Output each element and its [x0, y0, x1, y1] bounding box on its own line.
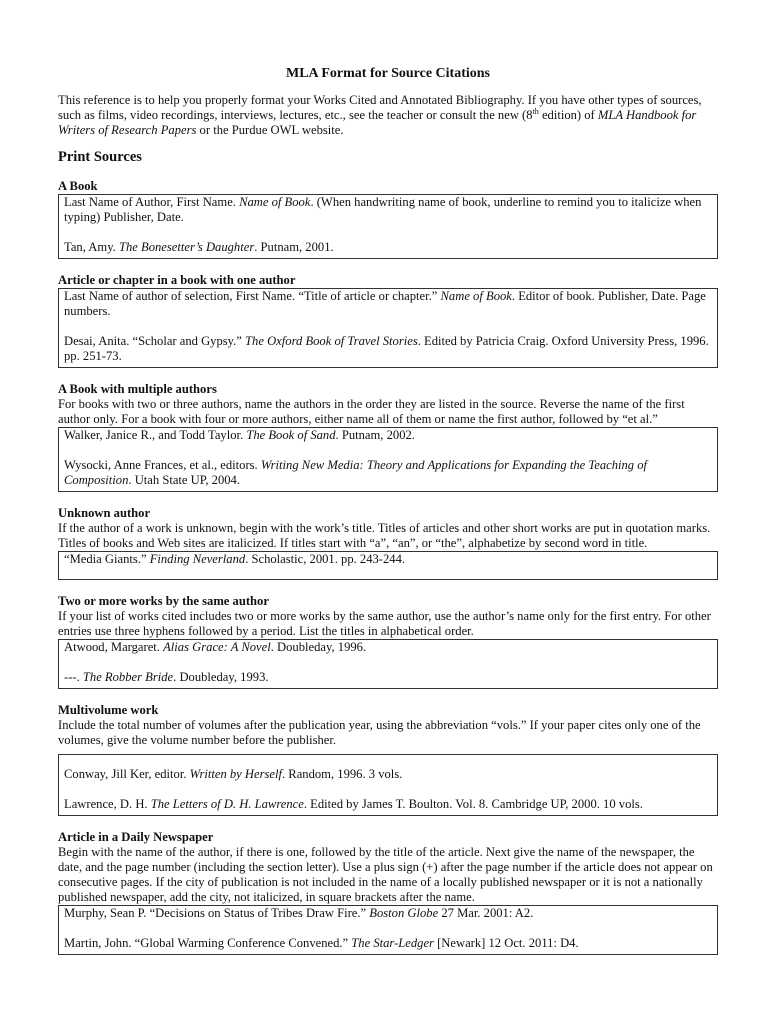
section-book [58, 179, 718, 259]
example-citation: Desai, Anita. “Scholar and Gypsy.” The Oxford Book of Travel Stories. Edited by Patricia Craig. Oxford University Press, 1996. pp. 251-73. [64, 334, 709, 363]
section-multivolume [58, 703, 718, 816]
section-unknown-author [58, 506, 718, 580]
example-box [58, 194, 718, 259]
section-heading: A Book [58, 179, 98, 193]
section-description: Include the total number of volumes after the publication year, using the abbreviation “vols.” If your paper cites only one of the volumes, give the volume number before the publisher. [58, 718, 701, 747]
example-citation: Lawrence, D. H. The Letters of D. H. Lawrence. Edited by James T. Boulton. Vol. 8. Cambridge UP, 2000. 10 vols. [64, 797, 643, 811]
example-citation: “Media Giants.” Finding Neverland. Scholastic, 2001. pp. 243-244. [64, 552, 406, 566]
section-heading: A Book with multiple authors [58, 382, 217, 396]
section-heading: Article or chapter in a book with one author [58, 273, 296, 287]
section-description: For books with two or three authors, name the authors in the order they are listed in the source. Reverse the name of the first author only. For a book with four or more authors, either name all of them or name the first author, followed by “et al.” [58, 397, 685, 426]
example-box [58, 427, 718, 492]
example-citation: Atwood, Margaret. Alias Grace: A Novel. Doubleday, 1996. [64, 640, 367, 654]
example-citation: Walker, Janice R., and Todd Taylor. The Book of Sand. Putnam, 2002. [64, 428, 415, 442]
example-box [58, 905, 718, 955]
section-heading: Article in a Daily Newspaper [58, 830, 214, 844]
format-line: Last Name of Author, First Name. Name of Book. (When handwriting name of book, underline to remind you to italicize when typing) Publisher, Date. [64, 195, 702, 224]
section-description: If the author of a work is unknown, begin with the work’s title. Titles of articles and other short works are put in quotation marks. Titles of books and Web sites are italicized. If titles start with “a”, “an”, or “the”, alphabetize by second word in title. [58, 521, 711, 550]
print-sources-heading: Print Sources [58, 149, 142, 165]
section-heading: Two or more works by the same author [58, 594, 269, 608]
example-box [58, 288, 718, 368]
section-newspaper [58, 830, 718, 955]
format-line: Last Name of author of selection, First Name. “Title of article or chapter.” Name of Book. Editor of book. Publisher, Date. Page numbers. [64, 289, 706, 318]
document-page [58, 66, 718, 969]
example-citation: Martin, John. “Global Warming Conference Convened.” The Star-Ledger [Newark] 12 Oct. 2011: D4. [64, 936, 579, 950]
section-description: Begin with the name of the author, if there is one, followed by the title of the article. Next give the name of the newspaper, the date, and the page number (including the section letter). Use a plus sign (+) after the page number if the article does not appear on consecutive pages. If the city of publication is not included in the name of a locally published newspaper or it is not a nationally published newspaper, add the city, not italicized, in square brackets after the name. [58, 845, 713, 904]
example-citation: ---. The Robber Bride. Doubleday, 1993. [64, 670, 269, 684]
example-box [58, 639, 718, 689]
section-description: If your list of works cited includes two or more works by the same author, use the author’s name only for the first entry. For other entries use three hyphens followed by a period. List the titles in alphabetical order. [58, 609, 711, 638]
section-multiple-authors [58, 382, 718, 492]
example-citation: Conway, Jill Ker, editor. Written by Herself. Random, 1996. 3 vols. [64, 767, 403, 781]
section-same-author [58, 594, 718, 689]
page-title: MLA Format for Source Citations [285, 66, 490, 81]
example-citation: Tan, Amy. The Bonesetter’s Daughter. Putnam, 2001. [64, 240, 334, 254]
section-heading: Multivolume work [58, 703, 159, 717]
example-box [58, 551, 718, 580]
example-citation: Wysocki, Anne Frances, et al., editors. Writing New Media: Theory and Applications for Expanding the Teaching of Composition. Utah State UP, 2004. [64, 458, 648, 487]
intro-paragraph: This reference is to help you properly format your Works Cited and Annotated Bibliography. If you have other types of sources, such as films, video recordings, interviews, lectures, etc., see the teacher or consult the new (8th edition) of MLA Handbook for Writers of Research Papers or the Purdue OWL website. [58, 93, 702, 137]
section-chapter [58, 273, 718, 368]
section-heading: Unknown author [58, 506, 151, 520]
example-citation: Murphy, Sean P. “Decisions on Status of Tribes Draw Fire.” Boston Globe 27 Mar. 2001: A2. [64, 906, 534, 920]
example-box [58, 754, 718, 816]
